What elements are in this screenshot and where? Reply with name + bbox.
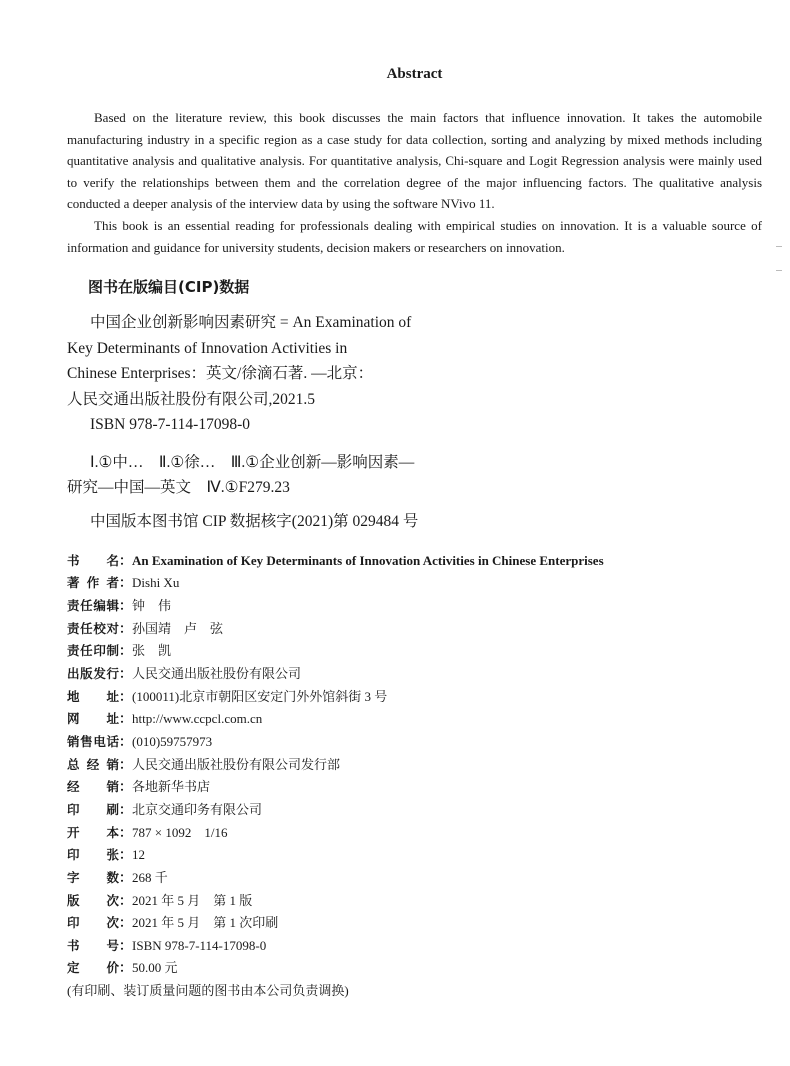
detail-row xyxy=(67,799,762,822)
detail-label: 责任印制 xyxy=(67,643,119,659)
detail-colon: ： xyxy=(119,665,133,681)
detail-row xyxy=(67,686,762,709)
detail-value: 人民交通出版社股份有限公司 xyxy=(132,665,302,681)
detail-label: 印刷 xyxy=(67,801,119,817)
detail-value: 北京交通印务有限公司 xyxy=(132,801,263,817)
detail-row xyxy=(67,618,762,641)
detail-colon: ： xyxy=(119,643,133,659)
classification-line: Ⅰ.①中… Ⅱ.①徐… Ⅲ.①企业创新—影响因素— xyxy=(90,453,415,471)
detail-colon: ： xyxy=(119,552,133,568)
detail-value: ISBN 978-7-114-17098-0 xyxy=(132,937,267,953)
detail-value: (010)59757973 xyxy=(132,733,213,749)
cip-line: 人民交通出版社股份有限公司,2021.5 xyxy=(67,390,316,408)
detail-value: 张 凯 xyxy=(132,643,172,659)
detail-row xyxy=(67,708,762,731)
detail-value: 12 xyxy=(132,847,146,863)
detail-row xyxy=(67,595,762,618)
detail-label: 总经销 xyxy=(67,756,119,772)
detail-row xyxy=(67,640,762,663)
cip-line: Key Determinants of Innovation Activities in xyxy=(67,339,348,357)
detail-row xyxy=(67,957,762,980)
detail-row xyxy=(67,776,762,799)
detail-value: 2021 年 5 月 第 1 次印刷 xyxy=(132,915,279,931)
detail-label: 责任编辑 xyxy=(67,597,119,613)
detail-value: 各地新华书店 xyxy=(132,779,211,795)
detail-value: 268 千 xyxy=(132,869,168,885)
detail-colon: ： xyxy=(119,892,133,908)
detail-colon: ： xyxy=(119,688,133,704)
cip-isbn: ISBN 978-7-114-17098-0 xyxy=(90,416,251,434)
cip-number: 中国版本图书馆 CIP 数据核字(2021)第 029484 号 xyxy=(90,512,419,530)
abstract-title: Abstract xyxy=(386,66,443,82)
detail-colon: ： xyxy=(119,756,133,772)
detail-colon: ： xyxy=(119,801,133,817)
abstract-paragraph: Based on the literature review, this book discusses the main factors that influence innovation. It takes the automobile manufacturing industry in a specific region as a case study for data collection, sorting and analyzing by mixed methods including quantitative analysis and qualitative analysis. For quantitative analysis, Chi-square and Logit Regression analysis were mainly used to verify the relationships between them and the correlation degree of the major influencing factors. The qualitative analysis conducted a deeper analysis of the interview data by using the software NVivo 11. xyxy=(67,110,762,212)
detail-label: 书号 xyxy=(67,937,119,953)
detail-colon: ： xyxy=(119,733,133,749)
classification-line: 研究—中国—英文 Ⅳ.①F279.23 xyxy=(67,479,290,497)
detail-value: 2021 年 5 月 第 1 版 xyxy=(132,892,253,908)
margin-mark xyxy=(776,270,782,271)
detail-label: 销售电话 xyxy=(67,733,119,749)
detail-value: An Examination of Key Determinants of Innovation Activities in Chinese Enterprises xyxy=(132,552,604,568)
publication-details xyxy=(67,550,762,1003)
detail-label: 字数 xyxy=(67,869,119,885)
detail-label: 开本 xyxy=(67,824,119,840)
abstract-body xyxy=(67,107,762,258)
cip-line: Chinese Enterprises：英文/徐滴石著. —北京： xyxy=(67,365,374,383)
detail-value: Dishi Xu xyxy=(132,575,180,591)
detail-label: 印张 xyxy=(67,847,119,863)
detail-value: 人民交通出版社股份有限公司发行部 xyxy=(132,756,341,772)
cip-line: 中国企业创新影响因素研究 = An Examination of xyxy=(90,314,412,332)
detail-label: 出版发行 xyxy=(67,665,119,681)
detail-value: 787 × 1092 1/16 xyxy=(132,824,228,840)
detail-row xyxy=(67,731,762,754)
cip-record xyxy=(67,310,762,438)
detail-colon: ： xyxy=(119,575,133,591)
detail-value: 孙国靖 卢 弦 xyxy=(132,620,224,636)
detail-colon: ： xyxy=(119,937,133,953)
detail-label: 版次 xyxy=(67,892,119,908)
detail-value: 钟 伟 xyxy=(132,597,172,613)
detail-label: 定价 xyxy=(67,960,119,976)
margin-mark xyxy=(776,246,782,247)
cip-heading: 图书在版编目(CIP)数据 xyxy=(88,278,250,297)
abstract-paragraph: This book is an essential reading for professionals dealing with empirical studies on innovation. It is a valuable source of information and guidance for university students, decision makers or researchers on innovation. xyxy=(67,217,762,255)
detail-value: (100011)北京市朝阳区安定门外外馆斜街 3 号 xyxy=(132,688,388,704)
cip-classification xyxy=(67,450,762,501)
detail-colon: ： xyxy=(119,711,133,727)
detail-row xyxy=(67,550,762,573)
detail-label: 经销 xyxy=(67,779,119,795)
detail-label: 著作者 xyxy=(67,575,119,591)
detail-colon: ： xyxy=(119,960,133,976)
detail-value: 50.00 元 xyxy=(132,960,178,976)
detail-row xyxy=(67,912,762,935)
detail-row xyxy=(67,754,762,777)
detail-label: 书名 xyxy=(67,552,119,568)
detail-colon: ： xyxy=(119,915,133,931)
detail-colon: ： xyxy=(119,824,133,840)
detail-label: 责任校对 xyxy=(67,620,119,636)
detail-row xyxy=(67,890,762,913)
detail-row xyxy=(67,935,762,958)
detail-row xyxy=(67,572,762,595)
quality-note: (有印刷、装订质量问题的图书由本公司负责调换) xyxy=(67,983,349,999)
detail-row xyxy=(67,867,762,890)
detail-row xyxy=(67,663,762,686)
detail-row xyxy=(67,844,762,867)
detail-colon: ： xyxy=(119,597,133,613)
detail-colon: ： xyxy=(119,620,133,636)
detail-label: 网址 xyxy=(67,711,119,727)
detail-colon: ： xyxy=(119,779,133,795)
detail-label: 地址 xyxy=(67,688,119,704)
detail-value: http://www.ccpcl.com.cn xyxy=(132,711,263,727)
detail-colon: ： xyxy=(119,847,133,863)
detail-colon: ： xyxy=(119,869,133,885)
detail-row xyxy=(67,822,762,845)
detail-label: 印次 xyxy=(67,915,119,931)
